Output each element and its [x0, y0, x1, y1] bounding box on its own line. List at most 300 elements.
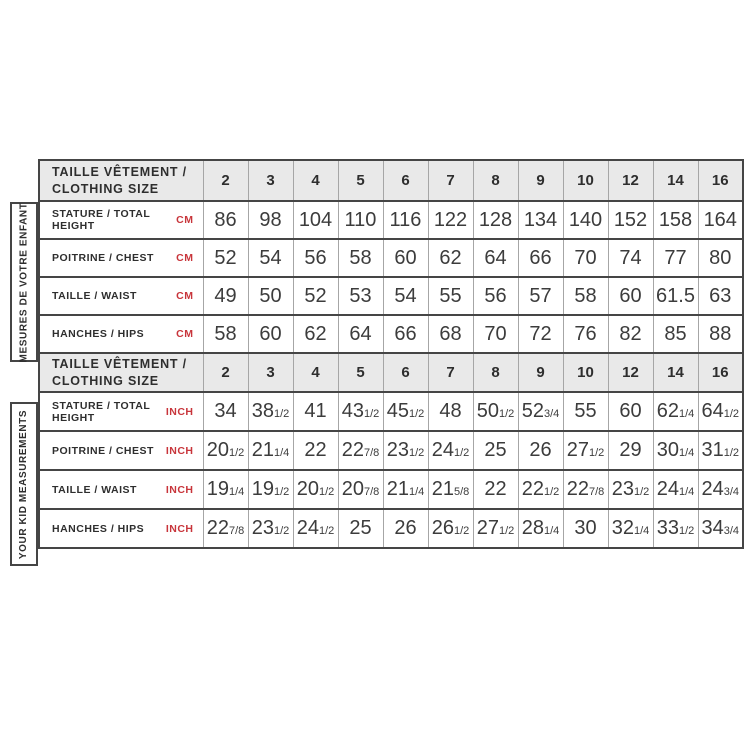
size-header-cell: 4 — [293, 160, 338, 201]
size-header-cell: 10 — [563, 160, 608, 201]
value-fraction: 1/4 — [678, 408, 695, 420]
row-label: POITRINE / CHEST — [52, 252, 154, 264]
value-cell — [248, 239, 293, 277]
size-header-row — [39, 160, 743, 201]
side-label-cm: MESURES DE VOTRE ENFANT — [18, 202, 30, 362]
value-cell — [293, 277, 338, 315]
value-whole: 80 — [709, 246, 732, 269]
value-whole: 25 — [349, 517, 372, 539]
size-header-cell: 6 — [383, 160, 428, 201]
unit-label: CM — [176, 290, 194, 302]
value-cell — [563, 239, 608, 277]
size-header-cell: 5 — [338, 354, 383, 392]
value-cell — [563, 509, 608, 548]
value-cell — [248, 470, 293, 509]
side-label-inch: YOUR KID MEASUREMENTS — [18, 409, 30, 559]
value-cell — [383, 239, 428, 277]
value-whole: 122 — [433, 208, 468, 231]
row-label-inner — [40, 484, 203, 496]
value-cell — [428, 239, 473, 277]
value-cell — [203, 431, 248, 470]
header-label-line1: TAILLE VÊTEMENT / — [52, 357, 187, 372]
value-whole: 74 — [619, 246, 642, 269]
size-header-cell: 7 — [428, 354, 473, 392]
value-cell — [608, 509, 653, 548]
value-whole: 62 — [656, 400, 679, 422]
value-cell — [248, 431, 293, 470]
value-whole: 164 — [703, 208, 737, 231]
size-header-cell: 16 — [698, 160, 743, 201]
value-cell — [428, 509, 473, 548]
value-cell — [698, 239, 743, 277]
row-label: TAILLE / WAIST — [52, 483, 137, 496]
value-fraction: 1/4 — [633, 525, 650, 537]
size-header-cell: 10 — [563, 354, 608, 392]
value-cell — [248, 315, 293, 353]
value-cell — [293, 509, 338, 548]
value-whole: 134 — [523, 208, 558, 231]
row-label: POITRINE / CHEST — [52, 444, 154, 457]
value-fraction: 1/4 — [678, 447, 695, 459]
value-cell — [653, 392, 698, 431]
value-fraction: 1/4 — [408, 486, 425, 498]
value-cell — [473, 392, 518, 431]
value-whole: 64 — [484, 246, 507, 269]
size-header-cell: 9 — [518, 354, 563, 392]
value-cell — [698, 392, 743, 431]
value-fraction: 1/2 — [678, 525, 695, 537]
value-cell — [203, 509, 248, 548]
value-cell — [608, 239, 653, 277]
size-header-cell: 8 — [473, 160, 518, 201]
row-label: TAILLE / WAIST — [52, 290, 137, 302]
value-whole: 20 — [206, 439, 229, 461]
value-whole: 26 — [431, 517, 454, 539]
value-fraction: 1/2 — [318, 486, 335, 498]
measurement-row — [39, 509, 743, 548]
row-label-cell — [39, 509, 203, 548]
value-whole: 140 — [568, 208, 603, 231]
value-whole: 34 — [701, 517, 724, 539]
value-whole: 20 — [296, 478, 319, 500]
value-cell — [653, 315, 698, 353]
value-whole: 43 — [341, 400, 364, 422]
value-fraction: 3/4 — [723, 486, 740, 498]
measurement-row — [39, 277, 743, 315]
value-whole: 70 — [484, 322, 507, 345]
value-whole: 30 — [574, 517, 597, 539]
row-label-cell — [39, 315, 203, 353]
value-cell — [473, 315, 518, 353]
value-whole: 49 — [214, 284, 237, 307]
size-header-cell: 12 — [608, 160, 653, 201]
value-fraction: 1/2 — [408, 408, 425, 420]
value-fraction: 1/2 — [273, 525, 290, 537]
size-header-cell: 16 — [698, 354, 743, 392]
unit-label: CM — [176, 328, 194, 340]
value-cell — [653, 277, 698, 315]
unit-label: CM — [176, 252, 194, 264]
size-header-row — [39, 354, 743, 392]
value-whole: 19 — [206, 478, 229, 500]
value-fraction: 1/4 — [228, 486, 245, 498]
value-cell — [473, 431, 518, 470]
value-cell — [608, 277, 653, 315]
value-fraction: 1/2 — [453, 525, 470, 537]
unit-label: INCH — [165, 483, 194, 496]
value-whole: 22 — [566, 478, 589, 500]
value-cell — [248, 277, 293, 315]
value-whole: 152 — [613, 208, 648, 231]
value-cell — [518, 315, 563, 353]
value-whole: 27 — [476, 517, 499, 539]
value-whole: 110 — [344, 208, 377, 231]
value-whole: 22 — [521, 478, 544, 500]
value-cell — [338, 431, 383, 470]
value-fraction: 1/2 — [498, 408, 515, 420]
value-cell — [473, 239, 518, 277]
measurement-row — [39, 201, 743, 239]
measurement-row — [39, 315, 743, 353]
value-cell — [428, 392, 473, 431]
value-whole: 24 — [656, 478, 679, 500]
value-cell — [203, 392, 248, 431]
measurement-row — [39, 239, 743, 277]
value-cell — [563, 201, 608, 239]
value-cell — [608, 431, 653, 470]
value-cell — [428, 470, 473, 509]
value-fraction: 3/4 — [723, 525, 740, 537]
value-cell — [203, 315, 248, 353]
value-fraction: 1/2 — [273, 486, 290, 498]
value-whole: 34 — [214, 400, 237, 422]
value-whole: 52 — [304, 284, 327, 307]
value-whole: 72 — [529, 322, 552, 345]
value-cell — [338, 470, 383, 509]
value-whole: 56 — [484, 284, 507, 307]
value-cell — [518, 277, 563, 315]
value-whole: 27 — [566, 439, 589, 461]
row-label-inner — [40, 400, 203, 424]
value-cell — [383, 315, 428, 353]
inch-table — [38, 354, 744, 549]
value-cell — [563, 277, 608, 315]
value-cell — [428, 315, 473, 353]
value-whole: 60 — [619, 284, 642, 307]
value-cell — [653, 509, 698, 548]
size-header-cell: 2 — [203, 160, 248, 201]
value-whole: 85 — [664, 322, 687, 345]
value-whole: 116 — [389, 208, 422, 231]
value-cell — [293, 431, 338, 470]
value-cell — [563, 315, 608, 353]
value-cell — [383, 470, 428, 509]
value-whole: 22 — [206, 517, 229, 539]
value-cell — [608, 201, 653, 239]
value-fraction: 1/4 — [273, 447, 290, 459]
value-whole: 23 — [386, 439, 409, 461]
value-whole: 70 — [574, 246, 597, 269]
size-header-cell: 14 — [653, 160, 698, 201]
size-header-cell: 3 — [248, 160, 293, 201]
value-fraction: 7/8 — [588, 486, 605, 498]
value-cell — [338, 315, 383, 353]
value-cell — [338, 201, 383, 239]
value-whole: 54 — [394, 284, 417, 307]
size-header-cell: 9 — [518, 160, 563, 201]
row-label-cell — [39, 392, 203, 431]
row-label: HANCHES / HIPS — [52, 522, 145, 535]
value-cell — [383, 277, 428, 315]
value-whole: 88 — [709, 322, 732, 345]
row-label-inner — [40, 290, 203, 302]
value-cell — [248, 201, 293, 239]
value-cell — [338, 509, 383, 548]
value-whole: 33 — [656, 517, 679, 539]
value-cell — [563, 392, 608, 431]
value-cell — [563, 431, 608, 470]
value-whole: 60 — [394, 246, 417, 269]
row-label-cell — [39, 277, 203, 315]
value-cell — [563, 470, 608, 509]
value-whole: 76 — [574, 322, 597, 345]
value-fraction: 1/2 — [453, 447, 470, 459]
value-whole: 60 — [619, 400, 642, 422]
value-cell — [653, 431, 698, 470]
size-header-cell: 7 — [428, 160, 473, 201]
unit-label: CM — [176, 214, 194, 226]
value-fraction: 1/2 — [588, 447, 605, 459]
value-whole: 53 — [349, 284, 372, 307]
value-fraction: 5/8 — [453, 486, 470, 498]
value-whole: 45 — [386, 400, 409, 422]
value-fraction: 1/2 — [543, 486, 560, 498]
value-cell — [518, 431, 563, 470]
value-cell — [203, 277, 248, 315]
size-header-cell: 2 — [203, 354, 248, 392]
value-fraction: 1/2 — [363, 408, 380, 420]
value-fraction: 1/2 — [723, 408, 740, 420]
value-fraction: 1/4 — [678, 486, 695, 498]
value-whole: 128 — [478, 208, 513, 231]
value-whole: 26 — [394, 517, 417, 539]
value-whole: 41 — [304, 400, 327, 422]
value-cell — [203, 201, 248, 239]
value-cell — [653, 470, 698, 509]
value-whole: 158 — [658, 208, 693, 231]
value-cell — [518, 201, 563, 239]
value-cell — [698, 431, 743, 470]
size-header-cell: 4 — [293, 354, 338, 392]
value-cell — [608, 315, 653, 353]
row-label: STATURE / TOTAL HEIGHT — [52, 399, 151, 424]
unit-label: INCH — [165, 405, 194, 418]
value-whole: 58 — [574, 284, 597, 307]
value-whole: 24 — [701, 478, 724, 500]
value-whole: 26 — [529, 439, 552, 461]
value-whole: 60 — [259, 322, 282, 345]
value-whole: 19 — [251, 478, 274, 500]
row-label-cell — [39, 239, 203, 277]
value-cell — [248, 509, 293, 548]
value-cell — [338, 239, 383, 277]
value-cell — [338, 277, 383, 315]
value-cell — [653, 201, 698, 239]
header-label-line2: CLOTHING SIZE — [52, 181, 159, 196]
value-cell — [428, 201, 473, 239]
row-label-cell — [39, 201, 203, 239]
size-header-cell: 6 — [383, 354, 428, 392]
value-fraction: 1/2 — [633, 486, 650, 498]
row-label-cell — [39, 470, 203, 509]
value-whole: 38 — [251, 400, 274, 422]
value-cell — [248, 392, 293, 431]
value-whole: 98 — [259, 208, 282, 231]
value-cell — [293, 392, 338, 431]
cm-table — [38, 159, 744, 354]
value-fraction: 1/2 — [273, 408, 290, 420]
value-cell — [518, 509, 563, 548]
value-whole: 25 — [484, 439, 507, 461]
value-whole: 77 — [664, 246, 687, 269]
value-whole: 23 — [251, 517, 274, 539]
value-whole: 52 — [214, 246, 237, 269]
value-whole: 82 — [619, 322, 642, 345]
value-cell — [698, 470, 743, 509]
value-fraction: 7/8 — [363, 447, 380, 459]
value-fraction: 1/2 — [723, 447, 740, 459]
value-fraction: 1/2 — [318, 525, 335, 537]
value-cell — [473, 201, 518, 239]
value-cell — [518, 392, 563, 431]
clothing-size-header-cell — [39, 160, 203, 201]
row-label-inner — [40, 252, 203, 264]
value-cell — [473, 470, 518, 509]
value-cell — [608, 392, 653, 431]
value-fraction: 1/4 — [543, 525, 560, 537]
unit-label: INCH — [165, 522, 194, 535]
value-whole: 68 — [439, 322, 462, 345]
value-cell — [698, 315, 743, 353]
value-whole: 29 — [619, 439, 642, 461]
value-cell — [698, 277, 743, 315]
value-whole: 62 — [304, 322, 327, 345]
row-label: STATURE / TOTAL HEIGHT — [52, 208, 151, 232]
value-cell — [698, 509, 743, 548]
value-whole: 61.5 — [656, 284, 695, 307]
row-label-cell — [39, 431, 203, 470]
value-whole: 63 — [709, 284, 732, 307]
value-whole: 64 — [349, 322, 372, 345]
value-cell — [473, 277, 518, 315]
value-whole: 22 — [304, 439, 327, 461]
value-cell — [203, 470, 248, 509]
value-fraction: 1/2 — [228, 447, 245, 459]
value-cell — [608, 470, 653, 509]
value-fraction: 1/2 — [498, 525, 515, 537]
value-cell — [293, 201, 338, 239]
value-whole: 31 — [701, 439, 724, 461]
value-whole: 48 — [439, 400, 462, 422]
header-label-line2: CLOTHING SIZE — [52, 373, 159, 388]
size-header-cell: 14 — [653, 354, 698, 392]
value-cell — [518, 470, 563, 509]
value-cell — [293, 470, 338, 509]
value-whole: 64 — [701, 400, 724, 422]
value-cell — [203, 239, 248, 277]
value-whole: 54 — [259, 246, 282, 269]
value-cell — [383, 201, 428, 239]
value-whole: 22 — [341, 439, 364, 461]
value-whole: 104 — [298, 208, 333, 231]
value-cell — [428, 431, 473, 470]
value-whole: 32 — [611, 517, 634, 539]
value-whole: 66 — [529, 246, 552, 269]
value-whole: 24 — [431, 439, 454, 461]
value-cell — [383, 392, 428, 431]
value-whole: 21 — [251, 439, 274, 461]
measurement-row — [39, 470, 743, 509]
value-whole: 58 — [214, 322, 237, 345]
value-whole: 23 — [611, 478, 634, 500]
value-whole: 56 — [304, 246, 327, 269]
value-whole: 28 — [521, 517, 544, 539]
size-header-cell: 3 — [248, 354, 293, 392]
value-whole: 21 — [386, 478, 409, 500]
value-whole: 24 — [296, 517, 319, 539]
size-header-cell: 5 — [338, 160, 383, 201]
measurement-row — [39, 392, 743, 431]
value-whole: 58 — [349, 246, 372, 269]
measurement-row — [39, 431, 743, 470]
value-fraction: 7/8 — [363, 486, 380, 498]
value-fraction: 7/8 — [228, 525, 245, 537]
value-whole: 50 — [476, 400, 499, 422]
value-fraction: 3/4 — [543, 408, 560, 420]
size-chart — [10, 159, 742, 559]
value-cell — [383, 431, 428, 470]
value-fraction: 1/2 — [408, 447, 425, 459]
side-label-box-inch — [10, 402, 38, 566]
value-cell — [653, 239, 698, 277]
value-whole: 86 — [214, 208, 237, 231]
value-whole: 66 — [394, 322, 417, 345]
value-whole: 57 — [529, 284, 552, 307]
value-whole: 50 — [259, 284, 282, 307]
value-whole: 62 — [439, 246, 462, 269]
value-whole: 55 — [439, 284, 462, 307]
value-cell — [293, 239, 338, 277]
value-whole: 22 — [484, 478, 507, 500]
row-label-inner — [40, 523, 203, 535]
unit-label: INCH — [165, 444, 194, 457]
clothing-size-header-cell — [39, 354, 203, 392]
size-header-cell: 8 — [473, 354, 518, 392]
header-label-line1: TAILLE VÊTEMENT / — [52, 165, 187, 180]
value-cell — [293, 315, 338, 353]
value-cell — [428, 277, 473, 315]
size-header-cell: 12 — [608, 354, 653, 392]
value-cell — [473, 509, 518, 548]
value-cell — [338, 392, 383, 431]
value-whole: 52 — [521, 400, 544, 422]
value-whole: 30 — [656, 439, 679, 461]
value-cell — [518, 239, 563, 277]
value-whole: 21 — [431, 478, 454, 500]
value-whole: 55 — [574, 400, 597, 422]
row-label-inner — [40, 208, 203, 232]
row-label: HANCHES / HIPS — [52, 328, 145, 340]
